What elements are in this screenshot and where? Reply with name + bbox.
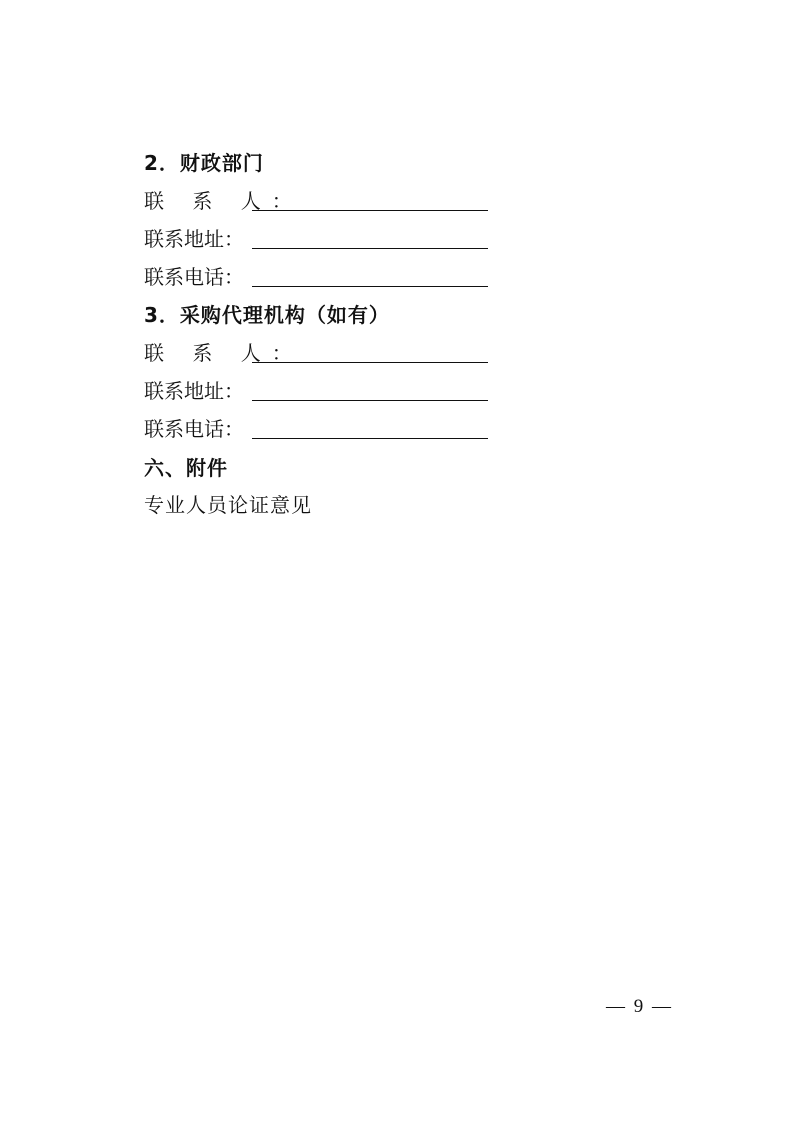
agency-contact-address-row bbox=[144, 376, 488, 404]
finance-contact-person-row bbox=[144, 186, 488, 214]
finance-contact-phone-blank bbox=[252, 262, 488, 287]
finance-contact-person-blank bbox=[252, 186, 488, 211]
agency-contact-address-label: 联系地址： bbox=[144, 379, 244, 403]
attachment-text: 专业人员论证意见 bbox=[144, 493, 312, 517]
agency-contact-person-row bbox=[144, 338, 488, 366]
agency-contact-phone-blank bbox=[252, 414, 488, 439]
finance-contact-person-label: 联 系 人： bbox=[144, 189, 303, 213]
finance-contact-address-row bbox=[144, 224, 488, 252]
agency-contact-phone-row bbox=[144, 414, 488, 442]
page-number: — 9 — bbox=[606, 996, 673, 1017]
agency-contact-phone-label: 联系电话： bbox=[144, 417, 244, 441]
finance-contact-address-label: 联系地址： bbox=[144, 227, 244, 251]
finance-dept-heading: 2．财政部门 bbox=[144, 151, 264, 175]
agency-contact-address-blank bbox=[252, 376, 488, 401]
agency-heading: 3．采购代理机构（如有） bbox=[144, 303, 390, 327]
finance-contact-phone-row bbox=[144, 262, 488, 290]
agency-contact-person-blank bbox=[252, 338, 488, 363]
agency-contact-person-label: 联 系 人： bbox=[144, 341, 303, 365]
finance-contact-phone-label: 联系电话： bbox=[144, 265, 244, 289]
attachment-heading: 六、附件 bbox=[144, 456, 228, 480]
finance-contact-address-blank bbox=[252, 224, 488, 249]
